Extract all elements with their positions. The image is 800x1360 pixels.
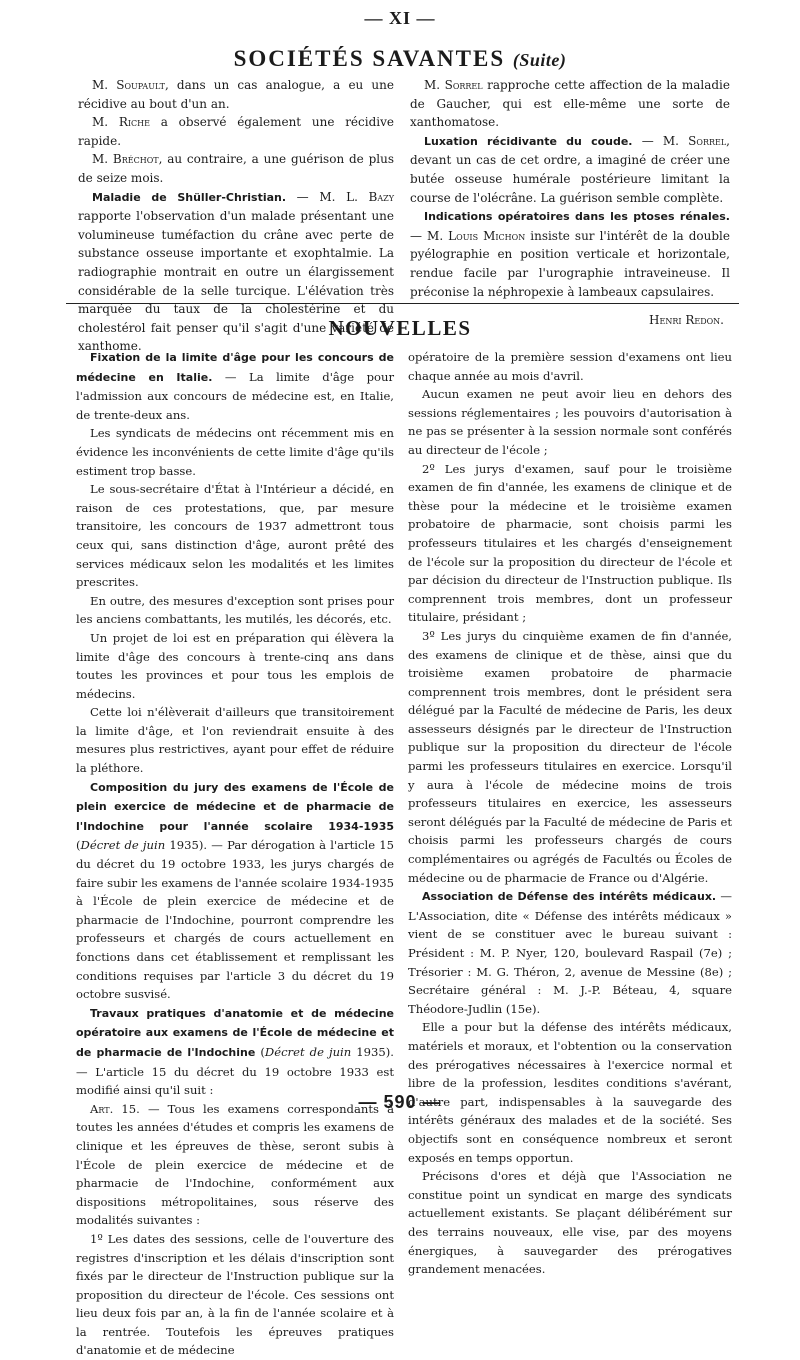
paren: ( <box>76 838 81 853</box>
author-name: M. Soupault <box>92 78 165 92</box>
footer-page-number: — 590 — <box>358 1092 442 1112</box>
paragraph <box>76 480 394 592</box>
article-number: Art. 15. <box>90 1101 140 1116</box>
paragraph-text: insiste sur l'intérêt de la double pyélographie en position verticale et horizontale, rendue facile par l'urographie intraveineuse. Il préconise la néphropexie à lambeaux capsulaires. <box>410 228 730 299</box>
paragraph-text: En outre, des mesures d'exception sont prises pour les anciens combattants, les mutilés, les décorés, etc. <box>76 593 394 627</box>
paragraph-text: 1935). — Par dérogation à l'article 15 du décret du 19 octobre 1933, les jurys chargés de faire subir les examens de l'année scolaire 1934-1935 à l'École de plein exercice de médecine et de pharmacie de l'Indochine, pourront comprendre les professeurs et chargés de cours actuellement en fonctions dans cet établissement et remplissant les conditions requises par l'article 3 du décret du 19 octobre susvisé. <box>76 838 395 1002</box>
paragraph-text: 1º Les dates des sessions, celle de l'ouverture des registres d'inscription et les délais d'inscription sont fixés par le directeur de l'Instruction publique sur la proposition du directeur de l'école. Ces sessions ont lieu deux fois par an, à la fin de l'année scolaire et à la rentrée. Toutefois les épreuves pratiques d'anatomie et de médecine <box>76 1231 394 1358</box>
paragraph-text: a observé également une récidive rapide. <box>78 115 394 148</box>
paragraph-text: rapporte l'observation d'un malade présentant une volumineuse tuméfaction du crâne avec perte de substance osseuse importante et exophtalmie. La radiographie montrait en outre un élargissement considérable de la selle turcique. L'élévation très marquée du taux de la cholestérine et du cholestérol fait penser qu'il s'agit d'une variété de xanthome. <box>78 209 394 354</box>
paragraph <box>76 1100 394 1230</box>
subheading: Travaux pratiques d'anatomie et de médecine opératoire aux examens de l'École de médecine et de pharmacie de l'Indochine <box>76 1006 394 1059</box>
paragraph-text: Un projet de loi est en préparation qui élèvera la limite d'âge des concours à trente-cinq ans dans toutes les provinces et pour tous les emplois de médecins. <box>76 630 394 701</box>
societes-left-column <box>78 76 394 356</box>
paragraph <box>76 1004 394 1100</box>
author-name: M. Riche <box>92 115 150 130</box>
title-text: SOCIÉTÉS SAVANTES <box>233 46 506 71</box>
paragraph-text: Cette loi n'élèverait d'ailleurs que transitoirement la limite d'âge, et l'on reviendrait ensuite à des mesures plus restrictives, ayant pour effet de réduire la pléthore. <box>76 705 394 776</box>
paragraph-text: 2º Les jurys d'examen, sauf pour le troisième examen de fin d'année, les examens de clinique et de thèse pour la médecine et le troisième examen probatoire de pharmacie, sont choisis parmi les professeurs titulaires et les chargés d'enseignement de l'école sur la proposition du directeur de l'école et par décision du directeur de l'Instruction publique. Ils comprennent trois membres, dont un professeur titulaire, présidant ; <box>408 461 732 625</box>
dash: — <box>410 228 428 243</box>
subheading: Maladie de Shüller-Christian. <box>92 190 287 204</box>
paragraph-text: 1935). — L'article 15 du décret du 19 octobre 1933 est modifié ainsi qu'il suit : <box>76 1044 394 1098</box>
decree-ref: Décret de juin <box>80 838 166 853</box>
paragraph <box>410 207 730 301</box>
paragraph <box>408 460 732 627</box>
paragraph-text: — L'Association, dite « Défense des intérêts médicaux » vient de se constituer avec le bureau suivant : Président : M. P. Nyer, 120, boulevard Raspail (7e) ; Trésorier : M. G. Théron, 2, avenue de Messine (8e) ; Secrétaire général : M. J.-P. Béteau, 4, square Théodore-Judlin (15e). <box>408 889 732 1016</box>
paragraph <box>78 113 394 150</box>
paragraph <box>408 385 732 459</box>
subheading: Association de Défense des intérêts médicaux. <box>422 890 717 904</box>
subheading: Luxation récidivante du coude. <box>424 134 633 148</box>
nouvelles-left-column <box>76 348 394 1360</box>
decree-ref: Décret de juin <box>264 1044 352 1059</box>
paragraph <box>76 348 394 424</box>
paragraph <box>76 703 394 777</box>
dash: — <box>286 189 320 204</box>
dash: — <box>632 133 663 148</box>
paragraph <box>76 424 394 480</box>
paragraph <box>76 629 394 703</box>
nouvelles-right-column <box>408 348 732 1279</box>
paragraph-text: — Tous les examens correspondants à toutes les années d'études et compris les examens de clinique et les épreuves de thèse, seront subis à l'École de plein exercice de médecine et de pharmacie de l'Indochine, conformément aux dispositions métropolitaines, sous réserve des modalités suivantes : <box>76 1101 394 1228</box>
paragraph <box>78 76 394 113</box>
paragraph-text: — La limite d'âge pour l'admission aux concours de médecine est, en Italie, de trente-deux ans. <box>76 369 395 422</box>
paragraph <box>78 150 394 187</box>
subheading: Fixation de la limite d'âge pour les concours de médecine en Italie. <box>76 351 394 384</box>
paragraph <box>76 778 394 1004</box>
paragraph <box>76 592 394 629</box>
paragraph-text: , dans un cas analogue, a eu une récidive au bout d'un an. <box>78 78 394 111</box>
signature: Henri Redon. <box>649 313 724 328</box>
author-name: M. Sorrel <box>424 78 483 92</box>
section-title-societes <box>0 46 800 72</box>
paragraph <box>410 132 730 207</box>
author-name: M. Bréchot <box>92 152 159 167</box>
author-name: M. Louis Michon <box>427 228 526 243</box>
section-divider <box>66 303 739 304</box>
paragraph <box>76 1230 394 1360</box>
paragraph <box>408 348 732 385</box>
paragraph-text: opératoire de la première session d'examens ont lieu chaque année au mois d'avril. <box>408 350 732 383</box>
author-name: M. L. Bazy <box>319 189 394 204</box>
author-name: M. Sorrel <box>662 133 727 148</box>
paragraph-text: rapproche cette affection de la maladie de Gaucher, qui est elle-même une sorte de xanthomatose. <box>410 78 730 130</box>
header-page-label: — XI — <box>364 8 436 28</box>
paragraph <box>408 627 732 887</box>
subheading: Composition du jury des examens de l'École de plein exercice de médecine et de pharmacie de l'Indochine pour l'année scolaire 1934-1935 <box>76 780 394 833</box>
paragraph-text: Le sous-secrétaire d'État à l'Intérieur a décidé, en raison de ces protestations, que, par mesure transitoire, les concours de 1937 admettront tous ceux qui, sans distinction d'âge, auront prêté des services médicaux selon les modalités et les limites prescrites. <box>76 482 394 590</box>
paragraph <box>408 887 732 1018</box>
paragraph <box>408 1167 732 1279</box>
paragraph-text: , au contraire, a une guérison de plus de seize mois. <box>78 152 394 185</box>
paragraph-text: Précisons d'ores et déjà que l'Association ne constitue point un syndicat en marge des syndicats actuellement existants. Se plaçant délibérément sur des terrains nouveaux, elle vise, par des moyens énergiques, à sauvegarder des prérogatives grandement menacées. <box>408 1169 732 1277</box>
paragraph-text: , devant un cas de cet ordre, a imaginé de créer une butée osseuse humérale postérieure limitant la course de l'olécrâne. La guérison semble complète. <box>410 133 730 205</box>
paragraph-text: Elle a pour but la défense des intérêts médicaux, matériels et moraux, et l'obtention ou la conservation des prérogatives nécessaires à l'exercice normal et libre de la profession, lesdites conditions s'avérant, d'autre part, indispensables à la sauvegarde des intérêts généraux des malades et de la société. Ses objectifs sont en conséquence nombreux et seront exposés en temps opportun. <box>408 1020 732 1165</box>
title-suffix: (Suite) <box>512 50 567 70</box>
societes-right-column <box>410 76 730 330</box>
paragraph-text: Les syndicats de médecins ont récemment mis en évidence les inconvénients de cette limite d'âge qu'ils estiment trop basse. <box>76 426 394 478</box>
paragraph-text: 3º Les jurys du cinquième examen de fin d'année, des examens de clinique et de thèse, ainsi que du troisième examen probatoire de pharmacie comprennent trois membres, dont le président sera délégué par la Faculté de médecine de Paris, les deux assesseurs désignés par le directeur de l'Instruction publique sur la proposition du directeur de l'école parmi les professeurs titulaires en exercice. Lorsqu'il y aura à l'école de médecine moins de trois professeurs titulaires en exercice, les assesseurs seront délégués par la Faculté de médecine de Paris et choisis parmi les professeurs chargés de cours complémentaires ou agrégés de Facultés ou Écoles de médecine ou de pharmacie de France ou d'Algérie. <box>408 628 732 885</box>
paren: ( <box>255 1044 265 1059</box>
paragraph-text: Aucun examen ne peut avoir lieu en dehors des sessions réglementaires ; les pouvoirs d'autorisation à ne pas se présenter à la session normale sont conférés au directeur de l'école ; <box>408 387 732 457</box>
section-title-nouvelles: NOUVELLES <box>328 316 472 340</box>
paragraph <box>410 76 730 132</box>
subheading: Indications opératoires dans les ptoses rénales. <box>424 210 730 224</box>
